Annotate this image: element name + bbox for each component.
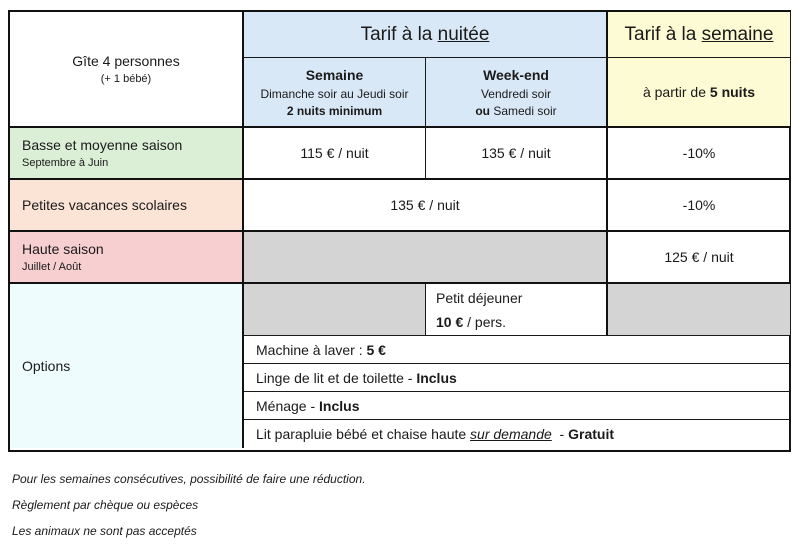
machine-text: Machine à laver : bbox=[256, 341, 367, 358]
week-min-prefix: à partir de bbox=[642, 84, 710, 100]
options-empty-2 bbox=[608, 284, 791, 336]
haute-title: Haute saison bbox=[22, 241, 104, 257]
semaine-col-min: 2 nuits minimum bbox=[286, 103, 383, 118]
weekend-col-title: Week-end bbox=[483, 66, 549, 83]
machine-price: 5 € bbox=[366, 341, 386, 358]
basse-week-discount: -10% bbox=[608, 128, 791, 180]
petites-week-discount: -10% bbox=[608, 180, 791, 232]
semaine-prefix: Tarif à la bbox=[624, 23, 702, 45]
petites-title: Petites vacances scolaires bbox=[22, 197, 187, 213]
weekend-col-ou: ou bbox=[475, 103, 490, 118]
basse-subtitle: Septembre à Juin bbox=[22, 157, 109, 169]
week-min-value: 5 nuits bbox=[709, 84, 756, 100]
lit-text: Lit parapluie bébé et chaise haute bbox=[256, 426, 471, 442]
note-animals: Les animaux ne sont pas acceptés bbox=[12, 524, 197, 538]
row-basse-label bbox=[10, 128, 244, 180]
pricing-table bbox=[8, 10, 791, 452]
basse-semaine-price: 115 € / nuit bbox=[244, 128, 426, 180]
breakfast-label: Petit déjeuner bbox=[436, 289, 523, 306]
basse-weekend-price: 135 € / nuit bbox=[426, 128, 608, 180]
semaine-col-title: Semaine bbox=[305, 66, 364, 83]
gite-title-cell bbox=[10, 12, 244, 128]
lit-price: Gratuit bbox=[568, 426, 614, 442]
haute-nuitee-empty bbox=[244, 232, 608, 284]
machine-row bbox=[244, 336, 791, 364]
nuitee-header bbox=[244, 12, 608, 58]
options-label-cell bbox=[10, 284, 244, 448]
gite-title: Gîte 4 personnes bbox=[72, 53, 180, 69]
menage-text: Ménage - bbox=[256, 397, 320, 414]
petites-price: 135 € / nuit bbox=[244, 180, 608, 232]
note-consecutive: Pour les semaines consécutives, possibilité de faire une réduction. bbox=[12, 472, 366, 486]
row-petites-label bbox=[10, 180, 244, 232]
nuitee-word: nuitée bbox=[437, 23, 490, 45]
menage-row bbox=[244, 392, 791, 420]
breakfast-price: 10 € bbox=[436, 313, 464, 330]
gite-subtitle: (+ 1 bébé) bbox=[100, 73, 152, 85]
linge-row bbox=[244, 364, 791, 392]
linge-text: Linge de lit et de toilette - bbox=[256, 369, 417, 386]
menage-price: Inclus bbox=[319, 397, 360, 414]
lit-demand: sur demande bbox=[470, 426, 552, 442]
notes bbox=[12, 466, 366, 544]
breakfast-unit: / pers. bbox=[463, 313, 507, 330]
weekend-col-line1: Vendredi soir bbox=[480, 86, 552, 101]
linge-price: Inclus bbox=[416, 369, 457, 386]
nuitee-prefix: Tarif à la bbox=[360, 23, 438, 45]
note-payment: Règlement par chèque ou espèces bbox=[12, 498, 199, 512]
weekend-col-line2: Samedi soir bbox=[489, 103, 557, 118]
lit-row bbox=[244, 420, 791, 448]
breakfast-cell bbox=[426, 284, 608, 336]
weekend-col-header bbox=[426, 58, 608, 128]
semaine-col-header bbox=[244, 58, 426, 128]
semaine-word: semaine bbox=[701, 23, 774, 45]
options-empty-1 bbox=[244, 284, 426, 336]
haute-subtitle: Juillet / Août bbox=[22, 261, 82, 273]
semaine-col-days: Dimanche soir au Jeudi soir bbox=[260, 86, 409, 101]
options-label: Options bbox=[22, 358, 71, 374]
week-min-cell bbox=[608, 58, 791, 128]
haute-week-price: 125 € / nuit bbox=[608, 232, 791, 284]
row-haute-label bbox=[10, 232, 244, 284]
lit-sep: - bbox=[551, 426, 569, 442]
basse-title: Basse et moyenne saison bbox=[22, 137, 183, 153]
semaine-header bbox=[608, 12, 791, 58]
